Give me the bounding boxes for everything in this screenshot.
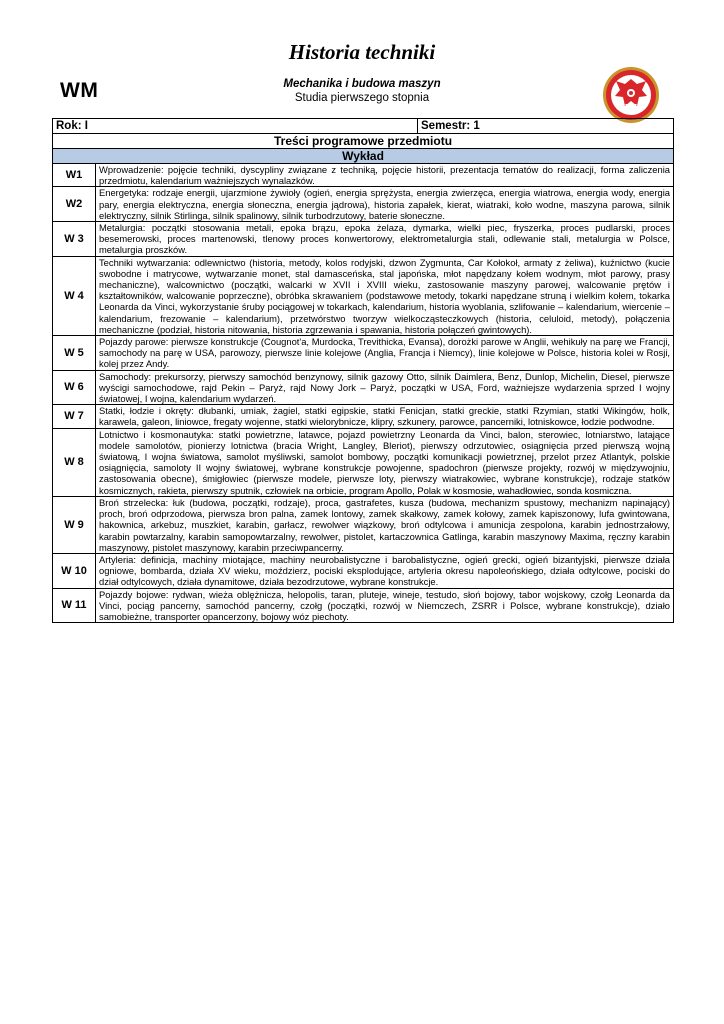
lecture-row [53, 336, 674, 371]
lecture-row [53, 553, 674, 588]
page-title: Historia techniki [288, 40, 436, 64]
lecture-row [53, 222, 674, 257]
section-row [53, 134, 674, 149]
lecture-content: Energetyka: rodzaje energii, ujarzmione żywioły (ogień, energia sprężysta, energia zwierzęca, energia wiatrowa, energia wody, energia pary, energia elektryczna, energia słoneczna, energia jądrowa), historia zapałek, kierat, wiatraki, koło wodne, maszyna parowa, silnik elektryczny, silnik Stirlinga, silnik spalinowy, silnik turbodrzutowy, baterie słoneczne. [96, 187, 674, 222]
lecture-content: Samochody: prekursorzy, pierwszy samochód benzynowy, silnik gazowy Otto, silnik Daimlera, Benz, Dunlop, Michelin, Diesel, pierwsze wyścigi samochodowe, rajd Pekin – Paryż, rajd Nowy Jork – Paryż, początki w USA, Ford, ważniejsze wydarzenia sprzed I wojny światowej, I wojna, kalendarium wydarzeń. [96, 370, 674, 405]
subsection-row [53, 149, 674, 164]
year-label: Rok: I [53, 119, 418, 134]
lecture-code: W1 [53, 164, 96, 187]
lecture-content: Lotnictwo i kosmonautyka: statki powietrzne, latawce, pojazd powietrzny Leonarda da Vinci, balon, sterowiec, lotniarstwo, latające modele samolotów, pionierzy lotnictwa (bracia Wright, Langley, Bleriot), pierwszy odrzutowiec, osiągnięcia przed pierwszą wojną światową, I wojna światowa, samolot myśliwski, samolot bombowy, początki komunikacji powietrznej, przelot przez Atlantyk, polskie osiągnięcia, samoloty II wojny światowej, wybrane konstrukcje powojenne, spadochron (pierwsze projekty, rozwój w międzywojniu, zastosowania obecne), śmigłowiec (pierwsze modele, pierwsze loty, pierwszy wiatrakowiec, wybrane konstrukcje), rodzaje statków kosmicznych, rakieta, pierwszy sputnik, człowiek na orbicie, program Apollo, Polak w kosmosie, wahadłowiec, sonda kosmiczna. [96, 428, 674, 496]
lecture-code: W 6 [53, 370, 96, 405]
program-name: Mechanika i budowa maszyn [283, 78, 441, 90]
lecture-content: Metalurgia: początki stosowania metali, epoka brązu, epoka żelaza, dymarka, wielki piec, fryszerka, proces pudlarski, proces besemerowski, proces martenowski, tlenowy proces konwertorowy, elektrometalurgia stali, odlewanie stali, metalurgia w Polsce, metalurgia proszków. [96, 222, 674, 257]
semester-label: Semestr: 1 [418, 119, 674, 134]
lecture-code: W2 [53, 187, 96, 222]
section-title: Treści programowe przedmiotu [53, 134, 674, 149]
lecture-code: W 9 [53, 496, 96, 553]
lecture-content: Pojazdy parowe: pierwsze konstrukcje (Cougnot'a, Murdocka, Trevithicka, Evansa), dorożki parowe w Anglii, wehikuły na parę we Francji, samochody na parę w USA, parowozy, pierwsze linie kolejowe (Anglia, Francja i Niemcy), linie kolejowe w Polsce, historia kolei w Rosji, kolej przez Andy. [96, 336, 674, 371]
faculty-code: WM [60, 79, 99, 102]
subsection-title: Wykład [53, 149, 674, 164]
lecture-row [53, 370, 674, 405]
lecture-row [53, 256, 674, 335]
university-eagle-emblem [602, 66, 660, 124]
lecture-code: W 5 [53, 336, 96, 371]
lecture-content: Artyleria: definicja, machiny miotające, machiny neurobalistyczne i barobalistyczne, ogień grecki, ogień bizantyjski, pierwsze działa ogniowe, bombarda, działa XV wieku, moździerz, pociski eksplodujące, artyleria okresu napoleońskiego, działa odtylcowe, pociski do dział odtylcowych, działa dynamitowe, działa bezodrzutowe, wybrane konstrukcje. [96, 553, 674, 588]
lecture-code: W 7 [53, 405, 96, 428]
lecture-row [53, 428, 674, 496]
lecture-content: Broń strzelecka: łuk (budowa, początki, rodzaje), proca, gastrafetes, kusza (budowa, mechanizm spustowy, mechanizm napinający) proch, broń odprzodowa, pierwsza bron palna, zamek lontowy, zamek skałkowy, zamek kołowy, zamek kapiszonowy, lufa gwintowana, hakownica, arkebuz, muszkiet, karabin, garłacz, rewolwer wiązkowy, broń odtylcowa i amunicja zespolona, karabin jednostrzałowy, karabin powtarzalny, karabin samopowtarzalny, rewolwer, pistolet, kartaczownica Gatlinga, karabin maszynowy Maxima, ręczny karabin maszynowy, pistolet maszynowy, karabin przeciwpancerny. [96, 496, 674, 553]
program-content-table [52, 118, 674, 623]
lecture-row [53, 405, 674, 428]
lecture-row [53, 588, 674, 623]
lecture-content: Wprowadzenie: pojęcie techniki, dyscypliny związane z techniką, pojęcie historii, prezentacja tematów do realizacji, forma zaliczenia przedmiotu, kalendarium ważniejszych wynalazków. [96, 164, 674, 187]
lecture-code: W 4 [53, 256, 96, 335]
study-level: Studia pierwszego stopnia [294, 92, 430, 104]
lecture-code: W 8 [53, 428, 96, 496]
lecture-row [53, 164, 674, 187]
lecture-code: W 11 [53, 588, 96, 623]
lecture-row [53, 187, 674, 222]
program-info [200, 77, 524, 105]
lecture-code: W 10 [53, 553, 96, 588]
lecture-content: Techniki wytwarzania: odlewnictwo (historia, metody, kolos rodyjski, dzwon Zygmunta, Car Kołokoł, armaty z żeliwa), kuźnictwo (kucie swobodne i matrycowe, wytwarzanie monet, stal damasceńska, stal japońska, młot napędzany kołem wodnym, młot parowy, prasy mechaniczne), walcownictwo (początki, walcarki w XVII i XVIII wieku, zastosowanie maszyny parowej, walcowanie prętów i kształtowników, walcowanie poprzeczne), obróbka skrawaniem (podstawowe metody, tokarki napędzane struną i wielkim kołem, tokarka Leonarda da Vinci, wykorzystanie śruby pociągowej w tokarkach, kalendarium, historia wyoblania, szlifowanie – kalendarium, wiercenie – kalendarium, frezowanie – kalendarium), przetwórstwo tworzyw wielkocząsteczkowych (historia, celuloid, metody), połączenia mechaniczne (podział, historia nitowania, historia zgrzewania i spawania, historia połączeń gwintowych). [96, 256, 674, 335]
lecture-code: W 3 [53, 222, 96, 257]
lecture-content: Statki, łodzie i okręty: dłubanki, umiak, żagiel, statki egipskie, statki Fenicjan, statki greckie, statki Rzymian, statki Wikingów, holk, karawela, galeon, liniowce, fregaty wojenne, statki wielorybnicze, klipry, szkunery, parowce, pancerniki, lotniskowce, łodzie podwodne. [96, 405, 674, 428]
lecture-row [53, 496, 674, 553]
meta-row [53, 119, 674, 134]
lecture-content: Pojazdy bojowe: rydwan, wieża oblężnicza, helopolis, taran, pluteje, wineje, testudo, słoń bojowy, tabor wojskowy, czołg Leonarda da Vinci, pociąg pancerny, samochód pancerny, czołg (początki, rozwój w Niemczech, ZSRR i Polsce, wybrane konstrukcje), działo samobieżne, transporter opancerzony, bojowy wóz piechoty. [96, 588, 674, 623]
